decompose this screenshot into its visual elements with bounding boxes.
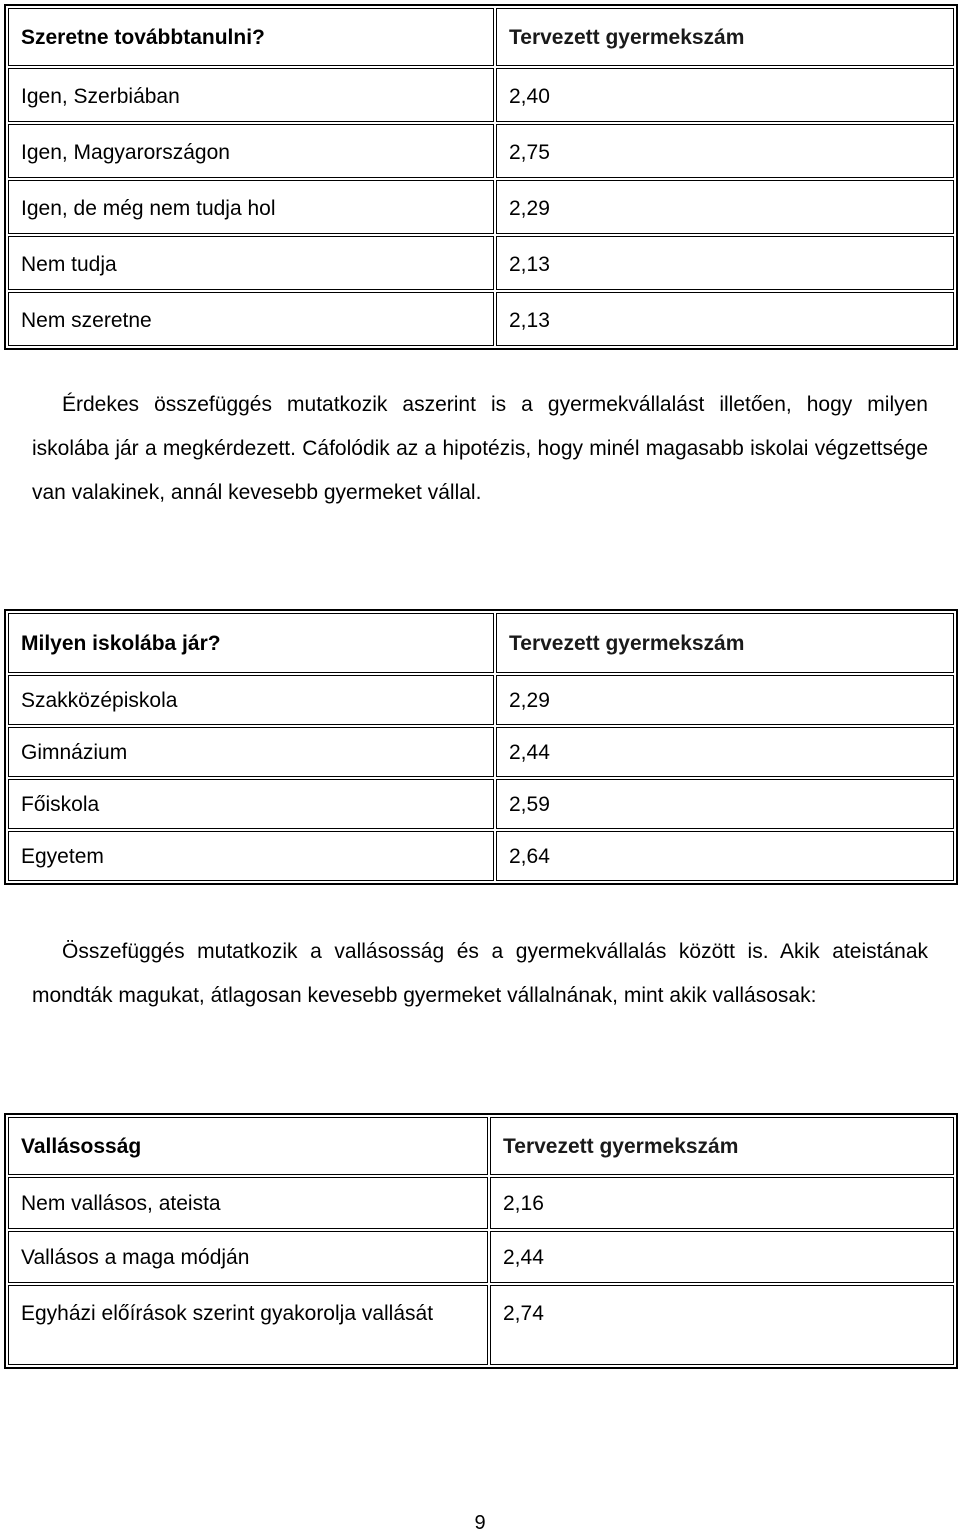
paragraph-text: Érdekes összefüggés mutatkozik aszerint is a gyermekvállalást illetően, hogy milyen iskolába jár a megkérdezett. Cáfolódik az a hipotézis, hogy minél magasabb iskolai végzettsége van valakinek, annál kevesebb gyermeket vállal.: [32, 393, 928, 504]
table-row: [8, 675, 954, 725]
table-cell: Igen, Magyarországon: [8, 124, 494, 178]
column-header: Szeretne továbbtanulni?: [8, 8, 494, 66]
table-cell: 2,16: [490, 1177, 954, 1229]
table-row: [8, 292, 954, 346]
table-cell: 2,29: [496, 675, 954, 725]
table-cell: 2,44: [490, 1231, 954, 1283]
table-continuing-education: [4, 4, 958, 350]
table-cell: Igen, de még nem tudja hol: [8, 180, 494, 234]
table-cell: 2,74: [490, 1285, 954, 1365]
table-cell: Vallásos a maga módján: [8, 1231, 488, 1283]
table-school-type: [4, 609, 958, 885]
table-header-row: [8, 613, 954, 673]
table-row: [8, 68, 954, 122]
table-cell: 2,29: [496, 180, 954, 234]
table-row: [8, 779, 954, 829]
table-cell: 2,44: [496, 727, 954, 777]
table-cell: Gimnázium: [8, 727, 494, 777]
table-cell: Egyetem: [8, 831, 494, 881]
table-cell: 2,13: [496, 292, 954, 346]
table-cell: Főiskola: [8, 779, 494, 829]
table-row: [8, 124, 954, 178]
table-cell: Egyházi előírások szerint gyakorolja vallását: [8, 1285, 488, 1365]
table-cell: Nem tudja: [8, 236, 494, 290]
column-header: Vallásosság: [8, 1117, 488, 1175]
table-cell: Nem szeretne: [8, 292, 494, 346]
table-cell: 2,64: [496, 831, 954, 881]
table-row: [8, 1177, 954, 1229]
column-header: Tervezett gyermekszám: [496, 613, 954, 673]
table-cell: Szakközépiskola: [8, 675, 494, 725]
column-header: Milyen iskolába jár?: [8, 613, 494, 673]
column-header: Tervezett gyermekszám: [496, 8, 954, 66]
table-row: [8, 831, 954, 881]
table-row: [8, 236, 954, 290]
page-number: 9: [474, 1512, 486, 1534]
table-cell: 2,59: [496, 779, 954, 829]
table-religiosity: [4, 1113, 958, 1369]
table-row: [8, 1285, 954, 1365]
paragraph-text: Összefüggés mutatkozik a vallásosság és a gyermekvállalás között is. Akik ateistának mondták magukat, átlagosan kevesebb gyermeket vállalnának, mint akik vallásosak:: [32, 940, 928, 1007]
table-cell: 2,40: [496, 68, 954, 122]
table-cell: Nem vallásos, ateista: [8, 1177, 488, 1229]
paragraph: [32, 930, 928, 1018]
table-cell: Igen, Szerbiában: [8, 68, 494, 122]
column-header: Tervezett gyermekszám: [490, 1117, 954, 1175]
table-cell: 2,75: [496, 124, 954, 178]
table-row: [8, 1231, 954, 1283]
table-cell: 2,13: [496, 236, 954, 290]
table-row: [8, 180, 954, 234]
table-header-row: [8, 1117, 954, 1175]
paragraph: [32, 383, 928, 515]
table-header-row: [8, 8, 954, 66]
table-row: [8, 727, 954, 777]
